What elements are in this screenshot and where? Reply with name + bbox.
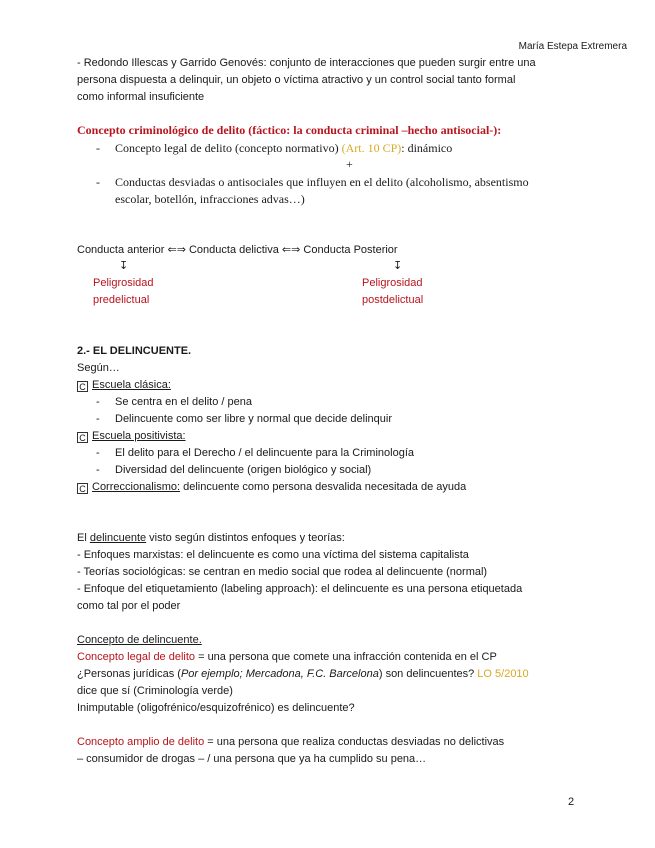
checkbox-icon: C bbox=[77, 432, 88, 443]
list-dash: - bbox=[96, 464, 100, 476]
list-item-conductas-cont: escolar, botellón, infracciones advas…) bbox=[115, 192, 305, 206]
segun-label: Según… bbox=[77, 362, 120, 374]
enfoque-item: - Teorías sociológicas: se centran en medio social que rodea al delincuente (normal) bbox=[77, 566, 488, 578]
list-item-conductas: Conductas desviadas o antisociales que influyen en el delito (alcoholismo, absentismo bbox=[115, 175, 529, 189]
list-item: Delincuente como ser libre y normal que decide delinquir bbox=[115, 413, 392, 425]
checkbox-icon: C bbox=[77, 483, 88, 494]
list-item-concepto-legal: Concepto legal de delito (concepto normativo) (Art. 10 CP): dinámico bbox=[115, 141, 453, 155]
plus-sign: + bbox=[346, 157, 353, 171]
checkbox-icon: C bbox=[77, 381, 88, 392]
arrow-down-icon: ↧ bbox=[393, 260, 403, 272]
section-title: 2.- EL DELINCUENTE. bbox=[77, 345, 192, 357]
personas-juridicas-cont: dice que sí (Criminología verde) bbox=[77, 685, 233, 697]
personas-juridicas-line: ¿Personas jurídicas (Por ejemplo; Mercadona, F.C. Barcelona) son delincuentes? LO 5/2010 bbox=[77, 668, 529, 680]
list-dash: - bbox=[96, 396, 100, 408]
concepto-amplio-cont: – consumidor de drogas – / una persona que ya ha cumplido su pena… bbox=[77, 753, 427, 765]
concepto-delincuente-heading: Concepto de delincuente. bbox=[77, 634, 202, 646]
list-dash: - bbox=[96, 141, 100, 155]
page-number: 2 bbox=[568, 796, 575, 808]
list-dash: - bbox=[96, 175, 100, 189]
inimputable-line: Inimputable (oligofrénico/esquizofrénico) es delincuente? bbox=[77, 702, 355, 714]
peligrosidad-post-1: Peligrosidad bbox=[362, 277, 423, 289]
escuela-positivista-heading: C Escuela positivista: bbox=[77, 429, 186, 443]
enfoque-item-cont: como tal por el poder bbox=[77, 600, 181, 612]
intro-line: - Redondo Illescas y Garrido Genovés: conjunto de interacciones que pueden surgir entre una bbox=[77, 57, 536, 69]
list-item: Diversidad del delincuente (origen biológico y social) bbox=[115, 464, 372, 476]
list-item: El delito para el Derecho / el delincuente para la Criminología bbox=[115, 447, 415, 459]
enfoques-intro: El delincuente visto según distintos enfoques y teorías: bbox=[77, 532, 345, 544]
conducta-flow-line: Conducta anterior ⇐⇒ Conducta delictiva ⇐⇒ Conducta Posterior bbox=[77, 244, 398, 256]
list-dash: - bbox=[96, 447, 100, 459]
law-reference: LO 5/2010 bbox=[477, 668, 529, 680]
article-reference: (Art. 10 CP) bbox=[341, 141, 402, 155]
intro-line: persona dispuesta a delinquir, un objeto o víctima atractivo y un control social tanto formal bbox=[77, 74, 516, 86]
arrow-down-icon: ↧ bbox=[119, 260, 129, 272]
intro-line: como informal insuficiente bbox=[77, 91, 205, 103]
concepto-legal-line: Concepto legal de delito = una persona que comete una infracción contenida en el CP bbox=[77, 651, 497, 663]
list-dash: - bbox=[96, 413, 100, 425]
enfoque-item: - Enfoques marxistas: el delincuente es como una víctima del sistema capitalista bbox=[77, 549, 469, 561]
correccionalismo-line: C Correccionalismo: delincuente como persona desvalida necesitada de ayuda bbox=[77, 480, 466, 494]
peligrosidad-pre-2: predelictual bbox=[93, 294, 150, 306]
concepto-amplio-line: Concepto amplio de delito = una persona que realiza conductas desviadas no delictivas bbox=[77, 736, 505, 748]
list-item: Se centra en el delito / pena bbox=[115, 396, 252, 408]
enfoque-item: - Enfoque del etiquetamiento (labeling approach): el delincuente es una persona etiquetada bbox=[77, 583, 523, 595]
peligrosidad-post-2: postdelictual bbox=[362, 294, 424, 306]
header-author: María Estepa Extremera bbox=[518, 41, 627, 52]
escuela-clasica-heading: C Escuela clásica: bbox=[77, 378, 171, 392]
concepto-criminologico-heading: Concepto criminológico de delito (fáctico: la conducta criminal –hecho antisocial-): bbox=[77, 123, 502, 137]
peligrosidad-pre-1: Peligrosidad bbox=[93, 277, 154, 289]
